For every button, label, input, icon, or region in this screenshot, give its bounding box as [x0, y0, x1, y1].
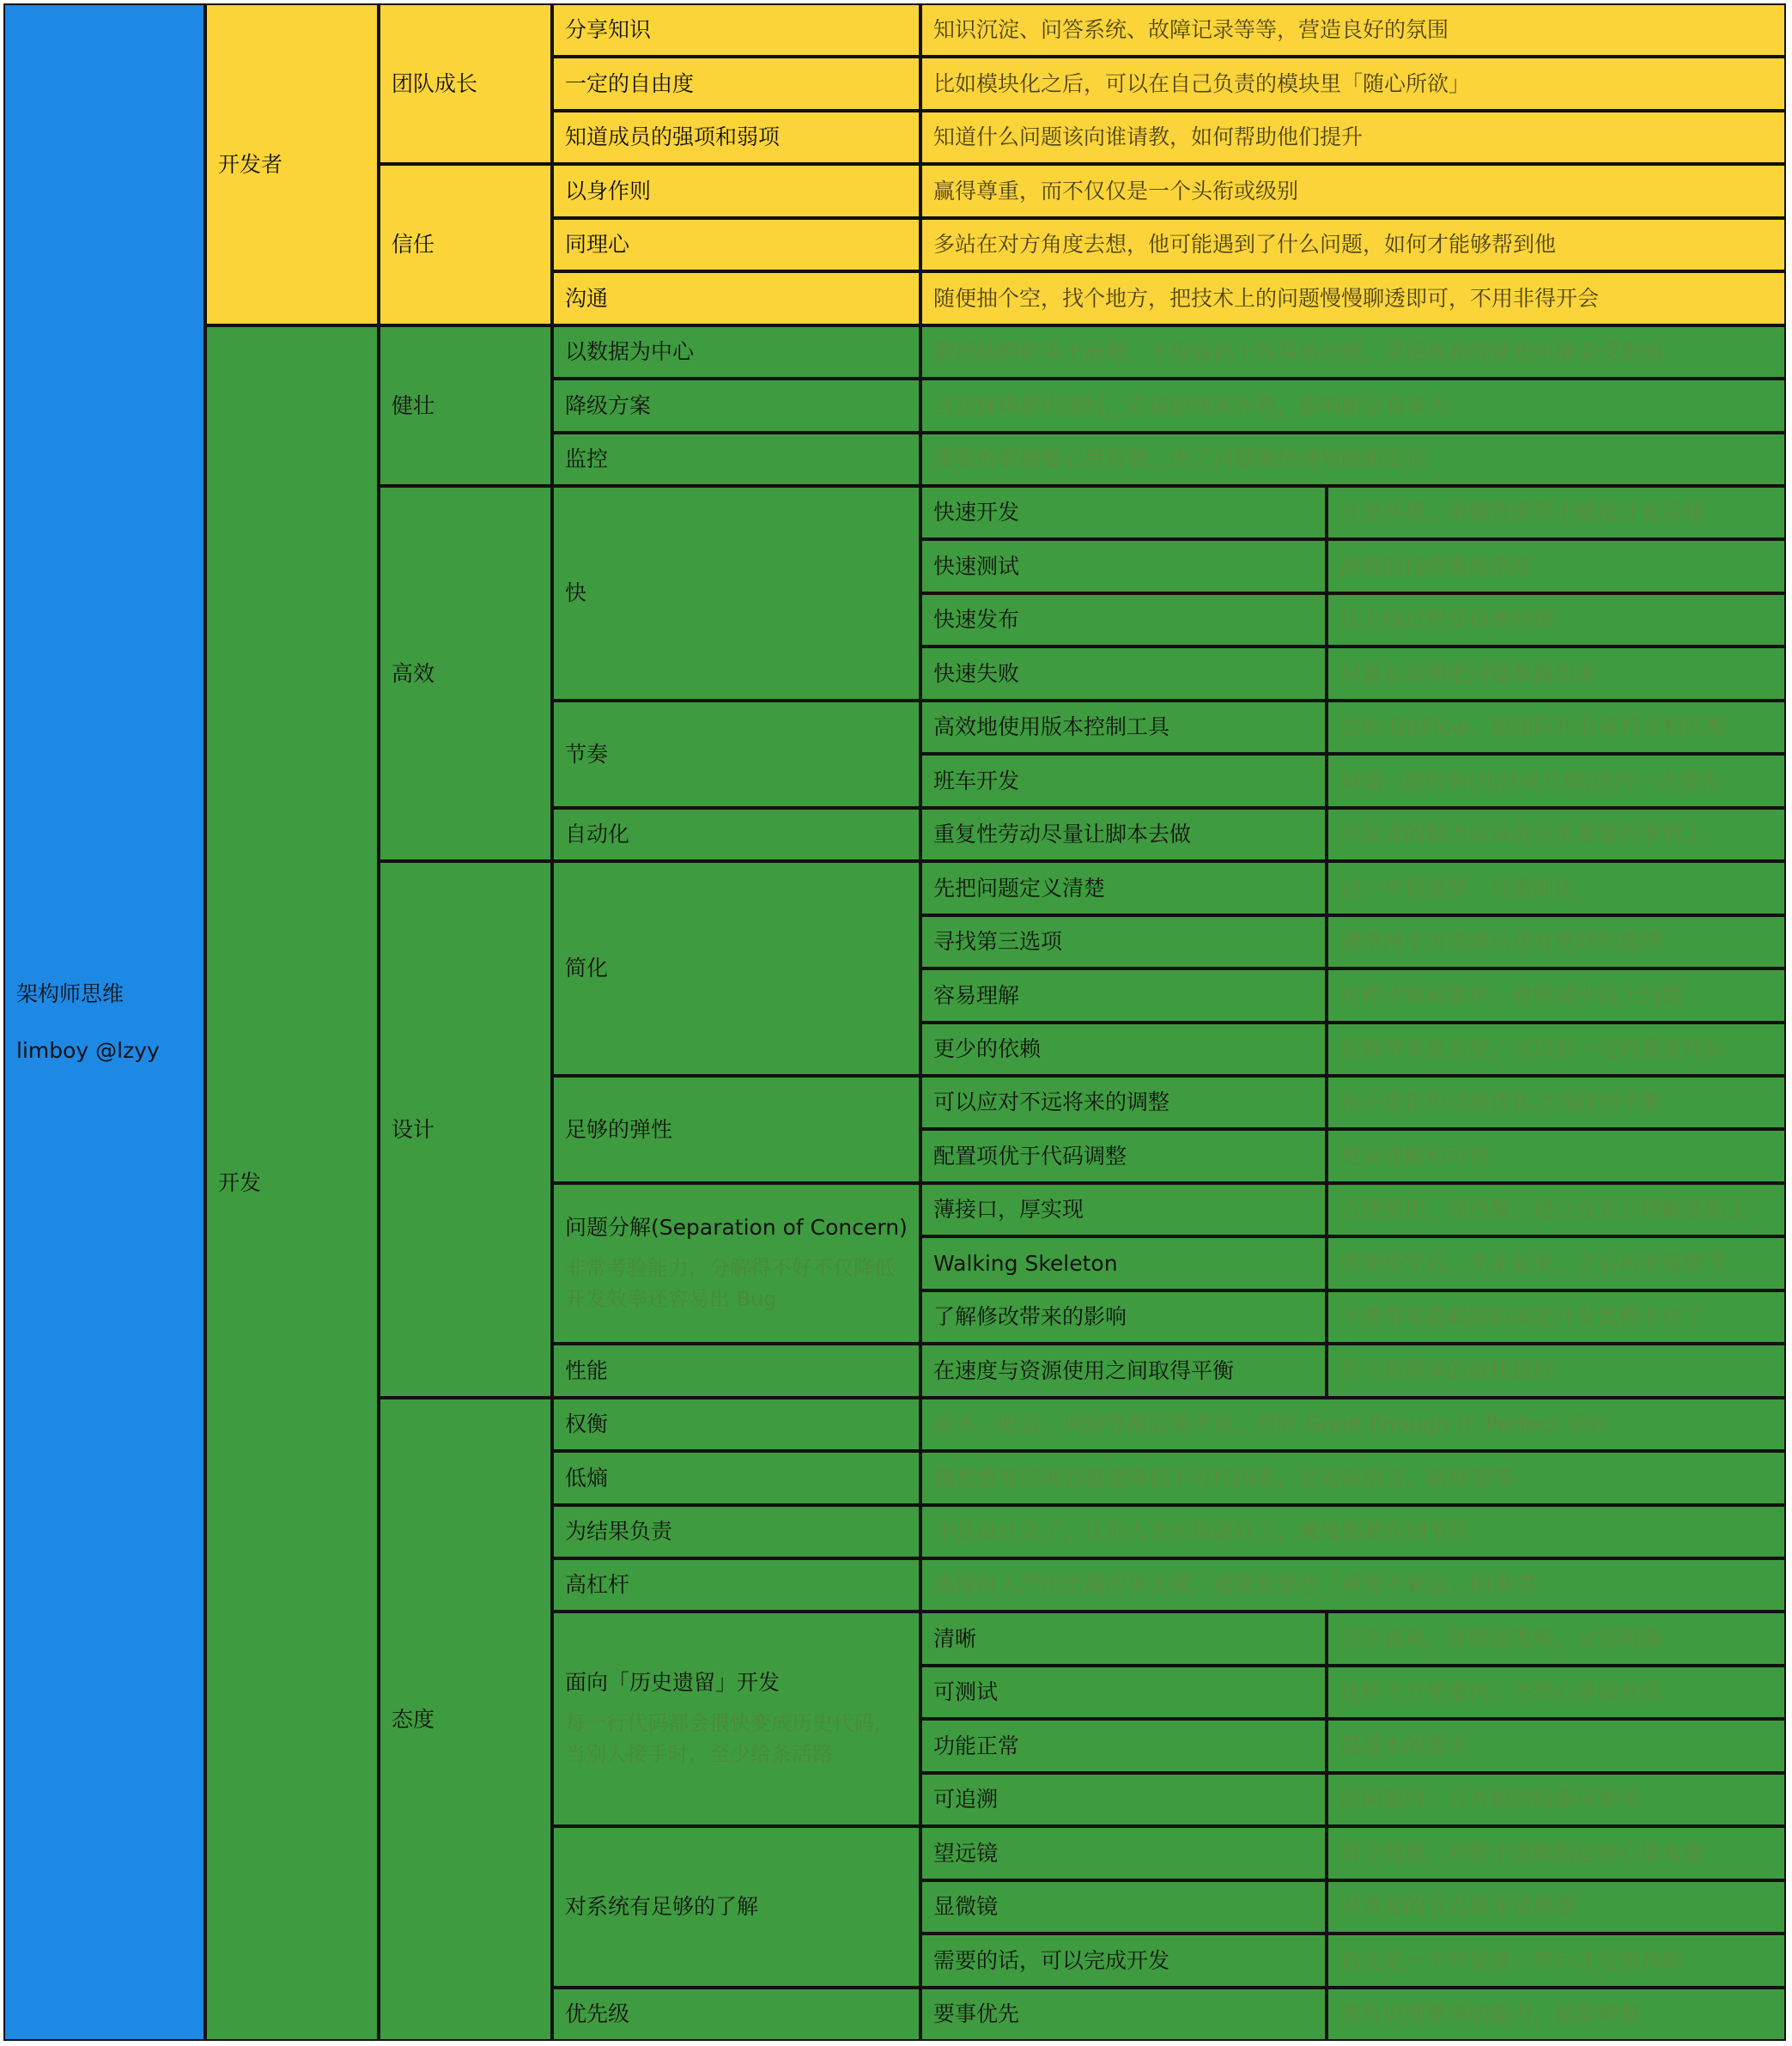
description-cell-label: 每隔一段时间(几日或几周)进行一次发布	[1339, 768, 1722, 793]
subtopic-node	[920, 1934, 1327, 1988]
topic-node	[552, 3, 920, 57]
description-cell-label: 成本、收益、风险等都需要考虑，有时 Good Enough 比 Perfect 更好	[933, 1412, 1610, 1436]
subtopic-node-label: 清晰	[933, 1625, 977, 1651]
topic-node	[552, 486, 920, 701]
root-node	[3, 3, 205, 2041]
description-cell	[1327, 1773, 1786, 1826]
topic-node-label: 一定的自由度	[565, 70, 695, 96]
topic-node-label: 面向「历史遗留」开发	[565, 1670, 781, 1695]
subtopic-node	[920, 701, 1327, 754]
topic-node-label: 沟通	[565, 285, 609, 311]
subtopic-node-label: 需要的话，可以完成开发	[933, 1947, 1170, 1973]
topic-node	[552, 325, 920, 379]
subtopic-node-label: 容易理解	[933, 982, 1020, 1008]
description-cell	[920, 1505, 1786, 1558]
description-cell	[920, 3, 1786, 57]
description-cell	[920, 164, 1786, 218]
description-cell-label: 尽量在前期把问题暴露出来	[1339, 660, 1598, 686]
topic-node-label: 对系统有足够的了解	[565, 1894, 759, 1919]
description-cell	[1327, 647, 1786, 701]
description-cell	[1327, 1934, 1786, 1988]
description-cell	[920, 1451, 1786, 1505]
topic-node-label: 为结果负责	[565, 1519, 673, 1544]
description-cell	[920, 1558, 1786, 1612]
subtopic-node	[920, 1236, 1327, 1290]
description-cell	[1327, 1344, 1786, 1398]
topic-node-label: 以身作则	[565, 178, 652, 203]
description-cell-label: 要有识别要事的能力，按需调整	[1339, 2001, 1641, 2026]
subtopic-node-label: 望远镜	[933, 1840, 999, 1866]
description-cell	[920, 57, 1786, 111]
subtopic-node	[920, 1666, 1327, 1719]
description-cell	[1327, 1236, 1786, 1290]
subtopic-node	[920, 1290, 1327, 1344]
description-cell	[920, 218, 1786, 271]
description-cell-label: 这一步很重要，尽量细化	[1339, 875, 1576, 901]
description-cell	[1327, 701, 1786, 754]
description-cell-label: 有全局观，对整个流程的运转心里有谱	[1339, 1840, 1705, 1866]
subtopic-node-label: 要事优先	[933, 2001, 1020, 2026]
description-cell	[1327, 1719, 1786, 1773]
topic-node-label: 同理心	[565, 232, 630, 257]
description-cell	[920, 433, 1786, 486]
subtopic-node	[920, 647, 1327, 701]
subtopic-node	[920, 915, 1327, 968]
topic-node-label: 权衡	[565, 1412, 609, 1436]
root-title: 架构师思维	[16, 981, 125, 1006]
topic-node-label: 足够的弹性	[565, 1116, 673, 1142]
group-node	[379, 1398, 552, 2041]
subtopic-node-label: 更少的依赖	[933, 1036, 1042, 1061]
description-cell-label: 这样才方便重构，不然心里没有底	[1339, 1679, 1662, 1704]
description-cell-label: 不要带来隐藏缺陷或把开发流程卡住了	[1339, 1304, 1705, 1329]
branch-develop-label: 开发	[218, 1170, 262, 1195]
description-cell	[1327, 1183, 1786, 1236]
description-cell	[1327, 1612, 1786, 1666]
topic-node-label: 监控	[565, 446, 609, 471]
topic-node	[552, 1344, 920, 1398]
description-cell-label: 数据结构如果不清晰，不仅编码上容易出问题，灵活度和性能也可能会受影响	[933, 339, 1664, 364]
description-cell-label: 骨架搭完后，先走起来，之后再丰富细节	[1339, 1250, 1727, 1276]
topic-node-note: 每一行代码都会很快变成历史代码，当别人接手时，至少给条活路	[565, 1711, 895, 1766]
topic-node	[552, 433, 920, 486]
branch-develop	[205, 325, 379, 2041]
group-node-label: 高效	[392, 660, 435, 686]
subtopic-node	[920, 1826, 1327, 1880]
description-cell-label: 更易理解和可控	[1339, 1143, 1491, 1169]
topic-node	[552, 111, 920, 164]
subtopic-node	[920, 1880, 1327, 1934]
branch-developer-label: 开发者	[218, 151, 283, 177]
group-node	[379, 3, 552, 164]
topic-node	[552, 808, 920, 861]
subtopic-node-label: 可以应对不远将来的调整	[933, 1090, 1170, 1114]
description-cell-label: 比如模块化之后，可以在自己负责的模块里「随心所欲」	[933, 70, 1471, 96]
description-cell	[1327, 1076, 1786, 1129]
description-cell	[1327, 915, 1786, 968]
topic-node-label: 高杠杆	[565, 1572, 630, 1597]
description-cell	[920, 379, 1786, 433]
description-cell-label: 让上线过程变得更轻便	[1339, 607, 1555, 632]
subtopic-node-label: 班车开发	[933, 768, 1020, 793]
group-node-label: 态度	[392, 1706, 435, 1732]
subtopic-node	[920, 808, 1327, 861]
subtopic-node-label: 薄接口，厚实现	[933, 1197, 1084, 1222]
topic-node	[552, 1558, 920, 1612]
subtopic-node	[920, 1129, 1327, 1183]
topic-node-label: 性能	[565, 1357, 609, 1383]
description-cell	[1327, 486, 1786, 539]
description-cell	[920, 111, 1786, 164]
topic-node	[552, 1183, 920, 1344]
description-cell-label: 这样才容易维护，也能减少线上问题	[1339, 982, 1684, 1008]
topic-node-label: 自动化	[565, 822, 630, 847]
subtopic-node	[920, 1719, 1327, 1773]
description-cell-label: 通常两个可选项后还有更好的选项	[1339, 929, 1662, 954]
description-cell	[1327, 1988, 1786, 2041]
description-cell-label: 比如 GitFlow，跟团队和业务特点相匹配	[1339, 714, 1728, 739]
subtopic-node	[920, 1344, 1327, 1398]
topic-node	[552, 1451, 920, 1505]
subtopic-node	[920, 486, 1327, 539]
description-cell	[1327, 808, 1786, 861]
description-cell	[1327, 539, 1786, 593]
description-cell	[1327, 1666, 1786, 1719]
description-cell-label: 出问题时，有方便的线索可参考	[1339, 1787, 1641, 1812]
description-cell-label: 知道什么问题该向谁请教，如何帮助他们提升	[933, 124, 1364, 149]
topic-node-label: 以数据为中心	[565, 339, 695, 364]
subtopic-node-label: 先把问题定义清楚	[933, 875, 1106, 901]
description-cell-label: 最基本的要求	[1339, 1733, 1469, 1758]
description-cell	[1327, 1290, 1786, 1344]
subtopic-node	[920, 968, 1327, 1023]
description-cell-label: 首先是一个开发者，然后才是架构师	[1339, 1947, 1684, 1973]
root-author: limboy @lzyy	[16, 1037, 160, 1063]
topic-node	[552, 164, 920, 218]
subtopic-node	[920, 1076, 1327, 1129]
subtopic-node-label: 快速失败	[933, 660, 1020, 686]
subtopic-node-label: 功能正常	[933, 1733, 1020, 1758]
topic-node-label: 降级方案	[565, 392, 652, 418]
description-cell-label: 当边缘场景出现时，应该如何来补救，影响面会有多大	[933, 392, 1449, 418]
description-cell	[1327, 861, 1786, 915]
subtopic-node	[920, 593, 1327, 647]
description-cell-label: 高效的持续集成系统	[1339, 553, 1534, 579]
subtopic-node-label: 快速测试	[933, 553, 1020, 579]
subtopic-node-label: 可追溯	[933, 1787, 999, 1812]
description-cell-label: 重要的数据要心里有数，出了问题能快速知晓和定位	[933, 446, 1428, 471]
description-cell	[920, 271, 1786, 325]
subtopic-node	[920, 754, 1327, 808]
description-cell	[920, 1398, 1786, 1451]
topic-node	[552, 218, 920, 271]
description-cell-label: 不是设计完了，让别人去实现就好了，魔鬼都藏在细节里	[933, 1519, 1471, 1544]
subtopic-node	[920, 1612, 1327, 1666]
subtopic-node	[920, 1988, 1327, 2041]
description-cell-label: 多站在对方角度去想，他可能遇到了什么问题，如何才能够帮到他	[933, 232, 1557, 257]
topic-node-label: 快	[565, 580, 587, 605]
description-cell-label: 知识沉淀、问答系统、故障记录等等，营造良好的氛围	[933, 17, 1449, 42]
subtopic-node-label: 重复性劳动尽量让脚本去做	[933, 822, 1192, 847]
description-cell	[1327, 1880, 1786, 1934]
topic-node	[552, 1988, 920, 2041]
subtopic-node-label: 了解修改带来的影响	[933, 1304, 1127, 1329]
subtopic-node-label: 快速发布	[933, 607, 1020, 632]
subtopic-node-label: 在速度与资源使用之间取得平衡	[933, 1357, 1235, 1383]
subtopic-node-label: Walking Skeleton	[933, 1250, 1118, 1276]
description-cell-label: 依赖带来复杂度，可以有一定的重复代码	[1339, 1036, 1727, 1061]
branch-developer	[205, 3, 379, 325]
topic-node-note: 非常考验能力，分解得不好不仅降低开发效率还容易出 Bug	[565, 1255, 895, 1311]
description-cell	[1327, 1129, 1786, 1183]
topic-node-label: 简化	[565, 956, 609, 981]
description-cell	[1327, 1023, 1786, 1076]
subtopic-node-label: 高效地使用版本控制工具	[933, 714, 1170, 739]
description-cell	[1327, 1826, 1786, 1880]
topic-node	[552, 1398, 920, 1451]
topic-node	[552, 701, 920, 808]
subtopic-node	[920, 539, 1327, 593]
subtopic-node	[920, 861, 1327, 915]
topic-node	[552, 861, 920, 1076]
description-cell-label: 开发环境、依赖管理等不能拖开发后腿	[1339, 500, 1705, 525]
group-node	[379, 164, 552, 325]
subtopic-node-label: 寻找第三选项	[933, 929, 1063, 954]
subtopic-node-label: 快速开发	[933, 500, 1020, 525]
description-cell	[1327, 754, 1786, 808]
description-cell-label: 选择投入产出比高的事去做，通常是那些「重要不紧急」的事情	[933, 1572, 1535, 1597]
group-node-label: 健壮	[392, 392, 435, 418]
description-cell-label: 方便使用，高内聚，建立在充分理解基础上	[1339, 1197, 1748, 1222]
topic-node-label: 问题分解(Separation of Concern)	[565, 1214, 908, 1240]
topic-node	[552, 1505, 920, 1558]
topic-node-label: 节奏	[565, 741, 609, 767]
subtopic-node-label: 配置项优于代码调整	[933, 1143, 1127, 1169]
topic-node	[552, 1826, 920, 1988]
description-cell-label: 并不是简单的越快越好	[1339, 1357, 1555, 1383]
description-cell	[920, 325, 1786, 379]
description-cell-label: 随便抽个空，找个地方，把技术上的问题慢慢聊透即可，不用非得开会	[933, 285, 1600, 311]
topic-node	[552, 271, 920, 325]
description-cell-label: 赢得尊重，而不仅仅是一个头衔或级别	[933, 178, 1299, 203]
subtopic-node	[920, 1023, 1327, 1076]
topic-node-label: 低熵	[565, 1465, 609, 1490]
description-cell-label: 在不优化和过度优化之间找到平衡	[1339, 1090, 1662, 1114]
subtopic-node-label: 可测试	[933, 1679, 999, 1704]
group-node	[379, 325, 552, 486]
topic-node-label: 分享知识	[565, 17, 652, 42]
description-cell-label: 开发者的精力应该放在更重要的事情上	[1339, 822, 1705, 847]
topic-node	[552, 1076, 920, 1183]
topic-node	[552, 379, 920, 433]
topic-node	[552, 1612, 920, 1826]
topic-node-label: 知道成员的强项和弱项	[565, 124, 781, 149]
topic-node	[552, 57, 920, 111]
subtopic-node-label: 显微镜	[933, 1894, 999, 1919]
topic-node-label: 优先级	[565, 2001, 630, 2026]
group-node-label: 设计	[392, 1116, 435, 1142]
description-cell	[1327, 968, 1786, 1023]
subtopic-node	[920, 1773, 1327, 1826]
group-node-label: 信任	[392, 232, 435, 257]
description-cell-label: 名字直观，逻辑易理解，分层明确	[1339, 1625, 1662, 1651]
group-node	[379, 486, 552, 861]
group-node	[379, 861, 552, 1398]
description-cell-label: 对重要的节点要非常熟悉	[1339, 1894, 1576, 1919]
description-cell-label: 越是重要的项目越要降低不可控因素，比如新语言，新框架等	[933, 1465, 1514, 1490]
subtopic-node	[920, 1183, 1327, 1236]
group-node-label: 团队成长	[392, 70, 478, 96]
description-cell	[1327, 593, 1786, 647]
